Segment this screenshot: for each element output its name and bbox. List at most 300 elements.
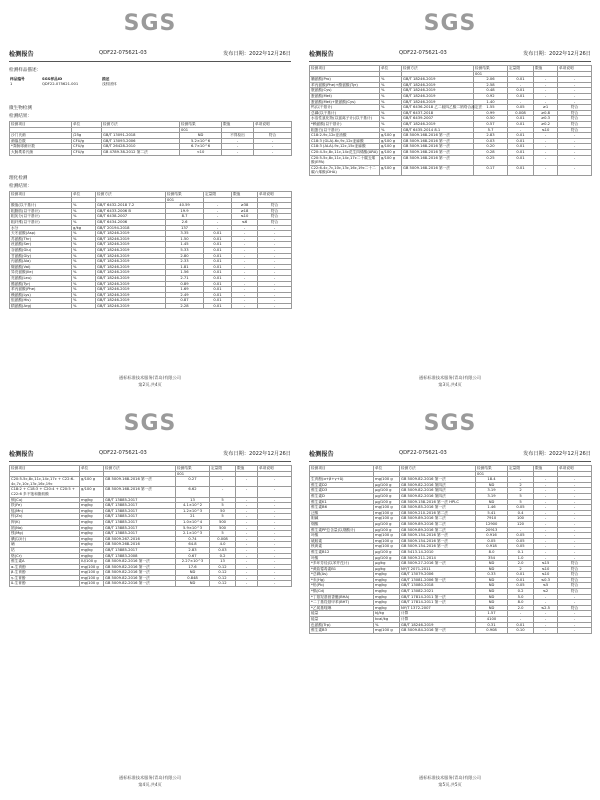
table-cell: GB/T 6438-2007	[96, 214, 166, 220]
table-cell: 符合	[558, 605, 592, 611]
table-cell: CFU/g	[72, 138, 102, 144]
test-item-cell: 胆碱	[310, 516, 374, 522]
table-cell: μg/100 g	[374, 549, 400, 555]
table-cell: CFU/g	[72, 149, 102, 155]
test-item-cell: 铜(Cu)	[10, 497, 80, 503]
sample-id-subheader: 001	[476, 471, 508, 477]
table-cell: 19.9	[166, 208, 204, 214]
table-cell: 1.0	[508, 555, 534, 561]
test-item-cell: C20:5-5c,8c,11c,14c,17c二十碳五烯酸(EPA)	[310, 155, 380, 165]
table-cell: -	[558, 138, 592, 144]
table-cell: GB/T 13885-2017	[104, 514, 176, 520]
table-cell: 100	[508, 516, 534, 522]
table-cell: g/100 g	[380, 165, 402, 175]
table-cell: -	[258, 519, 292, 525]
table-cell: NY/T 1372-2007	[400, 605, 476, 611]
col-header: 单位	[72, 122, 102, 128]
table-cell: -	[534, 133, 558, 139]
table-cell: -	[236, 477, 258, 487]
table-cell: -	[258, 575, 292, 581]
test-item-cell: 钾(K)	[10, 519, 80, 525]
table-cell: g/100 g	[380, 155, 402, 165]
table-cell: 5	[508, 499, 534, 505]
col-header: 限值	[222, 122, 254, 128]
col-header: 检测方法	[96, 192, 166, 198]
table-cell: 2.49	[166, 292, 204, 298]
table-cell: 0.01	[508, 88, 534, 94]
table-cell: ND	[476, 577, 508, 583]
table-cell: -	[258, 298, 292, 304]
table-cell: 0.01	[508, 93, 534, 99]
table-cell: 5.9×10^3	[176, 525, 210, 531]
test-item-cell: 苯丙氨酸(Phe)	[10, 287, 72, 293]
table-cell: -	[258, 564, 292, 570]
table-cell: ≥0.8	[534, 110, 558, 116]
table-cell: ≥0.3	[534, 116, 558, 122]
table-cell: mg/100 g	[80, 581, 104, 587]
test-item-cell: 硫胺素	[310, 538, 374, 544]
table-cell: mg/kg	[80, 553, 104, 559]
table-cell: GB/T 13080-2018	[400, 583, 476, 589]
table-cell: 0.05	[476, 538, 508, 544]
table-cell: GB 5009.154-2016 第一法	[400, 538, 476, 544]
micro-table	[9, 121, 292, 156]
table-cell: CFU/g	[72, 144, 102, 150]
table-cell: -	[558, 482, 592, 488]
table-cell: 8.7	[166, 214, 204, 220]
table-cell: mg/100 g	[80, 570, 104, 576]
table-cell: ≤2.5	[534, 605, 558, 611]
test-item-cell: 水溶性氯化物(以氯离子计)(以干基计)	[310, 116, 380, 122]
table-cell: 0.33	[476, 572, 508, 578]
test-item-cell: 烟酸	[310, 521, 374, 527]
table-cell: 符合	[558, 105, 592, 111]
table-cell: GB/T 6437-2018	[402, 110, 474, 116]
table-cell: 0.848	[176, 575, 210, 581]
table-cell: -	[508, 477, 534, 483]
table-cell: -	[558, 611, 592, 617]
table-cell: -	[232, 247, 258, 253]
table-cell: GB 5009.89-2016 第二法	[400, 527, 476, 533]
table-cell: 0.01	[204, 253, 232, 259]
micro-section-title: 微生物检测	[9, 106, 32, 111]
test-item-cell: C18:3 (ALA)-9c,12c,15c亚麻酸	[310, 144, 380, 150]
test-item-cell: 维生素A	[10, 559, 80, 565]
table-cell: -	[222, 138, 254, 144]
table-cell: GB/T 18246-2019	[96, 242, 166, 248]
table-cell: -	[534, 499, 558, 505]
table-cell: -	[236, 536, 258, 542]
test-item-cell: 大肠埃希氏菌	[10, 149, 72, 155]
table-cell: GB/T 13885-2017	[104, 547, 176, 553]
table-cell: mg/100 g	[374, 544, 400, 550]
table-cell: GB/T 18246-2019	[402, 82, 474, 88]
table-cell: 2	[508, 566, 534, 572]
table-cell: 6.7×10^6	[180, 144, 222, 150]
table-cell: g/100 g	[380, 138, 402, 144]
table-cell: GB/T 18246-2019	[96, 281, 166, 287]
table-row	[310, 165, 592, 175]
table-cell: %	[72, 214, 96, 220]
table-cell: 不得检出	[222, 133, 254, 139]
table-cell: -	[204, 214, 232, 220]
table-cell: 0.57	[474, 121, 508, 127]
table-cell: -	[210, 477, 236, 487]
table-cell: 0.20	[474, 144, 508, 150]
table-cell: -	[258, 231, 292, 237]
table-cell: GB/T 13885-2017	[104, 519, 176, 525]
table-cell: GB/T 13091-2018	[102, 133, 180, 139]
sample-cell: 浅棕固体	[102, 81, 117, 86]
table-cell: 0.01	[508, 133, 534, 139]
table-cell: GB 5009.27-2016 第一法	[400, 561, 476, 567]
table-cell: 符合	[254, 133, 292, 139]
sgs-logo: SGS	[423, 11, 477, 36]
results-table	[309, 465, 592, 634]
table-cell: ND	[176, 570, 210, 576]
col-header: 定量限	[204, 192, 232, 198]
table-cell: -	[236, 525, 258, 531]
table-cell: -	[232, 236, 258, 242]
table-cell: 3.19	[476, 493, 508, 499]
test-item-cell: 胱氨酸(Cys)	[310, 88, 380, 94]
table-cell: 17.6	[176, 564, 210, 570]
table-cell: -	[258, 275, 292, 281]
table-cell: GB/T 13885-2017	[104, 525, 176, 531]
table-cell: -	[258, 514, 292, 520]
table-cell: GB/T 18246-2019	[400, 622, 476, 628]
table-cell: 符合	[558, 561, 592, 567]
table-cell: -	[558, 165, 592, 175]
test-item-cell: 沙门氏菌	[10, 133, 72, 139]
issue-date: 发布日期：2022年12月26日	[523, 451, 591, 457]
table-cell: -	[558, 499, 592, 505]
table-cell: mg/100 g	[80, 575, 104, 581]
table-cell: -	[558, 77, 592, 83]
table-cell: GB/T 26428-2010	[102, 144, 180, 150]
test-item-cell: β-生育酚	[10, 570, 80, 576]
test-item-cell: 蛋氨酸(Met)+胱氨酸(Cys)	[310, 99, 380, 105]
table-cell: 0.01	[508, 577, 534, 583]
table-cell: -	[534, 482, 558, 488]
table-cell: GB 5009.168-2016 第一法	[104, 477, 176, 487]
col-header: 单项说明	[258, 192, 292, 198]
table-cell: 0.48	[474, 88, 508, 94]
table-cell: 1.40	[474, 99, 508, 105]
table-cell: GB 5009.168-2016 第一法	[402, 133, 474, 139]
table-cell: mg/kg	[374, 577, 400, 583]
table-cell: ≤6	[232, 219, 258, 225]
table-cell: mg/kg	[80, 508, 104, 514]
table-cell: g/100 g	[80, 477, 104, 487]
test-item-cell: 锰(Mn)	[10, 508, 80, 514]
table-cell: g/100 g	[380, 133, 402, 139]
test-item-cell: 蛋氨酸(Met)	[310, 93, 380, 99]
table-cell: -	[258, 536, 292, 542]
table-cell: 符合	[558, 583, 592, 589]
table-cell: %	[380, 77, 402, 83]
sample-table	[9, 77, 159, 86]
footer-company: 通标标准技术服务(青岛)有限公司	[119, 775, 181, 780]
table-cell: %	[380, 105, 402, 111]
table-cell: %	[380, 127, 402, 133]
table-cell: -	[558, 555, 592, 561]
table-cell: 5.7	[474, 127, 508, 133]
table-cell: -	[232, 270, 258, 276]
table-cell: mg/kg	[80, 547, 104, 553]
sgs-logo: SGS	[123, 411, 177, 436]
table-cell: %	[380, 121, 402, 127]
table-cell: 0.01	[204, 303, 232, 309]
table-cell: 0.99	[474, 110, 508, 116]
table-cell: GB/T 17814-2011 第一法	[400, 594, 476, 600]
table-cell: mg/kg	[374, 572, 400, 578]
sample-id-subheader: 001	[474, 71, 508, 77]
table-cell: -	[558, 488, 592, 494]
chem-table	[9, 191, 292, 309]
test-item-cell: 镁(Mg)	[10, 531, 80, 537]
table-cell: 0.10	[508, 628, 534, 634]
footer-page: 第2页,共4页	[138, 382, 162, 387]
table-cell: -	[534, 149, 558, 155]
table-cell: 8.0	[508, 600, 534, 606]
table-cell: 13	[210, 559, 236, 565]
table-cell: GB/T 20194-2018	[96, 225, 166, 231]
test-item-cell: 粗蛋白(以干基计)	[310, 127, 380, 133]
table-cell: 0.01	[204, 287, 232, 293]
table-cell: mg/kg	[374, 583, 400, 589]
table-cell: mg/kg	[80, 531, 104, 537]
table-cell: GB 5009.82-2016 第四法	[400, 488, 476, 494]
table-cell: -	[232, 253, 258, 259]
table-cell: ≥0.2	[534, 121, 558, 127]
table-cell: 0.67	[176, 553, 210, 559]
table-cell: 0.01	[204, 281, 232, 287]
table-cell: GB 5009.82-2016 第四法	[400, 482, 476, 488]
sample-header: 描述	[102, 77, 110, 81]
test-item-cell: 缬氨酸(Val)	[10, 264, 72, 270]
table-cell: 50	[210, 508, 236, 514]
table-cell: -	[236, 575, 258, 581]
table-cell: 0.01	[508, 116, 534, 122]
test-item-cell: 丙氨酸(Ala)	[10, 259, 72, 265]
table-cell: -	[236, 508, 258, 514]
table-cell: 0.01	[204, 259, 232, 265]
table-cell: GB/T 18246-2019	[96, 253, 166, 259]
table-cell: ND	[180, 133, 222, 139]
report-number: QDF22-075621-03	[399, 50, 447, 56]
table-cell: -	[236, 547, 258, 553]
table-cell: GB 5009.84-2016 第一法	[400, 628, 476, 634]
sample-header: SGS样品ID	[42, 77, 63, 81]
report-page-3	[305, 5, 595, 395]
table-cell: -	[258, 508, 292, 514]
issue-date: 发布日期：2022年12月26日	[223, 451, 291, 457]
col-header: 单位	[80, 466, 104, 472]
table-cell: 354	[476, 555, 508, 561]
table-cell: -	[558, 516, 592, 522]
table-cell: %	[72, 242, 96, 248]
table-cell: 0.1	[508, 549, 534, 555]
table-cell: GB 5009.210-2016 第二法	[400, 510, 476, 516]
table-cell: ≤15	[534, 561, 558, 567]
table-cell: 13	[176, 497, 210, 503]
table-cell: GB 5009.168-2016 第一法	[402, 138, 474, 144]
table-cell: -	[232, 303, 258, 309]
table-cell: %	[380, 82, 402, 88]
col-header: 检测项目	[10, 192, 72, 198]
col-header: 定量限	[508, 66, 534, 72]
test-item-cell: 能量	[310, 611, 374, 617]
table-cell: ND	[476, 589, 508, 595]
table-cell: GB 5009.82-2016 第一法	[104, 564, 176, 570]
table-cell: 3.19	[476, 488, 508, 494]
table-cell: 0.008	[508, 110, 534, 116]
test-item-cell: 谷氨酸(Glu)	[10, 247, 72, 253]
col-header: 检测方法	[402, 66, 474, 72]
table-cell: %	[72, 270, 96, 276]
table-cell: ND	[476, 583, 508, 589]
table-cell: 5.33	[166, 247, 204, 253]
table-cell: -	[236, 559, 258, 565]
col-header: 限值	[534, 466, 558, 472]
table-cell: 5	[210, 497, 236, 503]
table-cell: -	[558, 88, 592, 94]
table-cell: -	[232, 281, 258, 287]
table-cell: 1.56	[166, 270, 204, 276]
test-item-cell: 维生素D2	[310, 482, 374, 488]
table-cell: mg/100 g	[374, 510, 400, 516]
table-cell: -	[236, 519, 258, 525]
table-cell: ≤5	[534, 583, 558, 589]
report-title: 检测报告	[309, 51, 334, 58]
table-cell: 12900	[476, 521, 508, 527]
table-cell: 0.12	[210, 570, 236, 576]
table-cell: -	[258, 553, 292, 559]
table-cell: 0.01	[204, 247, 232, 253]
chem-section-title: 理化检测	[9, 176, 28, 181]
table-row	[10, 487, 292, 497]
table-cell: μg/kg	[374, 561, 400, 567]
table-cell: 0.12	[210, 575, 236, 581]
report-header	[9, 449, 291, 459]
table-cell: ND	[476, 482, 508, 488]
table-cell: 0.01	[508, 572, 534, 578]
table-cell: 500	[210, 525, 236, 531]
table-cell: μg/kg	[374, 566, 400, 572]
table-cell: %	[72, 259, 96, 265]
table-cell: %	[380, 110, 402, 116]
table-cell: ≥38	[232, 203, 258, 209]
table-cell: 0.05	[508, 505, 534, 511]
table-cell: 1.50	[166, 236, 204, 242]
col-header: 单位	[374, 466, 400, 472]
table-cell: mg/kg	[80, 542, 104, 548]
table-cell: ND	[476, 594, 508, 600]
table-cell: %	[380, 93, 402, 99]
table-cell: 2.80	[166, 253, 204, 259]
report-page-2	[5, 5, 295, 395]
table-cell: GB 5009.268-2016	[104, 542, 176, 548]
table-cell: 2.83	[474, 133, 508, 139]
table-cell: GB/T 18246-2019	[96, 292, 166, 298]
table-cell: -	[558, 505, 592, 511]
table-cell: mg/100 g	[374, 533, 400, 539]
table-cell: 符合	[558, 121, 592, 127]
table-cell: GB/T 6439-2007	[402, 116, 474, 122]
test-item-cell: C20:5-5c,8c,11c,14c,17c + C22:6-4c,7c,10c,13c,16c,19c	[10, 477, 80, 487]
table-cell: ND	[476, 561, 508, 567]
test-item-cell: *镉(Cd)	[310, 589, 374, 595]
table-cell: -	[508, 611, 534, 617]
table-cell: GB 5009.211-2014	[400, 555, 476, 561]
table-cell: GB 5009.168-2016 第一法	[402, 155, 474, 165]
table-cell: GB 5009.82-2016 第四法	[400, 493, 476, 499]
table-cell: %	[72, 303, 96, 309]
table-cell: 0.74	[176, 536, 210, 542]
sample-section-title: 检测样品描述：	[9, 68, 42, 73]
test-item-cell: 粗脂肪(以干基计)	[10, 208, 72, 214]
table-cell: GB 5009.89-2016 第二法	[400, 516, 476, 522]
table-cell: GB/T 18246-2019	[96, 231, 166, 237]
table-cell: 符合	[558, 566, 592, 572]
table-cell: 5.41	[476, 510, 508, 516]
test-item-cell: *多环芳烃(以苯并芘计)	[310, 561, 374, 567]
test-item-cell: 叶酸	[310, 533, 374, 539]
table-cell: mg/100 g	[374, 538, 400, 544]
test-item-cell: 天冬氨酸(Asp)	[10, 231, 72, 237]
table-cell: 5	[210, 514, 236, 520]
table-cell: -	[534, 510, 558, 516]
table-cell: 0.01	[204, 298, 232, 304]
table-cell: 2.06	[474, 77, 508, 83]
col-header: 检测项目	[310, 466, 374, 472]
col-header: 检测结果	[166, 192, 204, 198]
footer-page: 第3页,共4页	[438, 382, 462, 387]
test-item-cell: *二丁基羟基甲苯(BHT)	[310, 600, 374, 606]
test-item-cell: 粗灰分(以干基计)	[10, 214, 72, 220]
table-cell: 5.2×10^6	[180, 138, 222, 144]
table-cell: -	[534, 594, 558, 600]
table-cell: g/100 g	[380, 144, 402, 150]
table-cell: 7910	[476, 516, 508, 522]
table-cell: 符合	[558, 572, 592, 578]
footer-company: 通标标准技术服务(青岛)有限公司	[419, 775, 481, 780]
table-cell: 2	[508, 488, 534, 494]
table-cell: -	[534, 477, 558, 483]
table-cell: 5	[210, 531, 236, 537]
table-cell: 0.01	[204, 236, 232, 242]
table-cell: mg/kg	[80, 536, 104, 542]
table-cell: 计算	[400, 617, 476, 623]
test-item-cell: 锌(Zn)	[10, 514, 80, 520]
table-cell: 0.50	[474, 116, 508, 122]
table-cell: -	[210, 487, 236, 497]
table-cell: %	[72, 247, 96, 253]
table-cell: -	[232, 275, 258, 281]
col-header: 定量限	[508, 466, 534, 472]
table-cell: ≤2	[534, 589, 558, 595]
table-cell: 0.28	[474, 149, 508, 155]
table-cell: -	[236, 581, 258, 587]
col-header: 单位	[380, 66, 402, 72]
table-cell: %	[380, 99, 402, 105]
table-cell: -	[558, 493, 592, 499]
table-cell: 符合	[258, 214, 292, 220]
test-item-cell: 硒	[10, 542, 80, 548]
table-cell: μg/100 g	[374, 521, 400, 527]
table-cell: mg/kg	[374, 589, 400, 595]
